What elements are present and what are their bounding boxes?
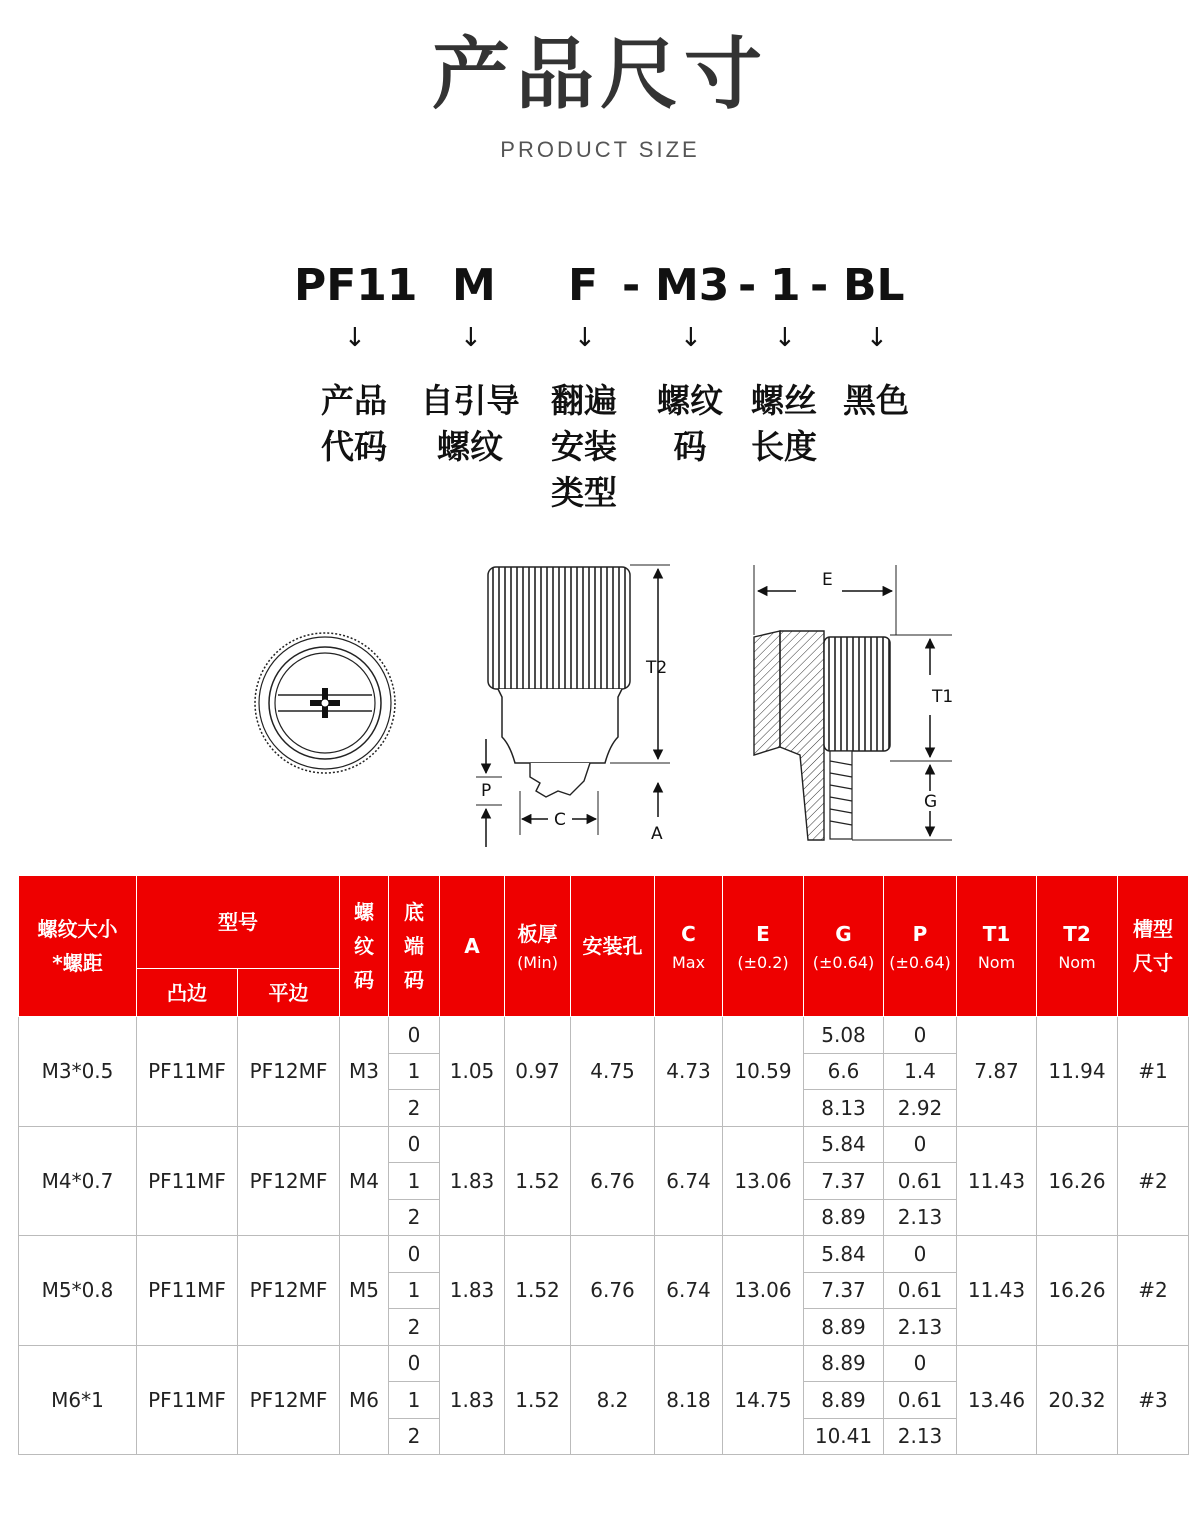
cell-p: 2.13 [884,1309,957,1346]
label-g: G [924,792,938,812]
cell-e: 13.06 [723,1236,804,1346]
cell-g: 8.89 [804,1382,884,1419]
cell-p: 0.61 [884,1163,957,1200]
header-model-raised: 凸边 [137,969,238,1017]
header-c: C Max [655,876,723,1017]
cell-bottom-code: 1 [389,1053,440,1090]
cell-g: 8.89 [804,1345,884,1382]
cell-g: 5.08 [804,1017,884,1054]
cell-a: 1.83 [440,1236,505,1346]
cell-thickness: 0.97 [505,1017,571,1127]
cell-t2: 16.26 [1037,1126,1118,1236]
cell-p: 0.61 [884,1272,957,1309]
cell-a: 1.83 [440,1345,505,1455]
header-thickness: 板厚 (Min) [505,876,571,1017]
top-view-drawing [255,633,395,773]
cell-model-raised: PF11MF [137,1236,238,1346]
cell-slot-size: #3 [1118,1345,1189,1455]
cell-thickness: 1.52 [505,1126,571,1236]
cell-g: 5.84 [804,1236,884,1273]
cell-g: 7.37 [804,1163,884,1200]
cell-g: 8.13 [804,1090,884,1127]
cell-t1: 11.43 [957,1126,1037,1236]
technical-drawings [240,555,970,855]
header-g: G (±0.64) [804,876,884,1017]
cell-thread-code: M6 [340,1345,389,1455]
code-separator: - [622,260,641,311]
code-segment-thread-code: M3 [655,260,730,311]
cell-thread-size: M4*0.7 [19,1126,137,1236]
cell-g: 6.6 [804,1053,884,1090]
cell-a: 1.05 [440,1017,505,1127]
cell-e: 10.59 [723,1017,804,1127]
cell-g: 8.89 [804,1199,884,1236]
arrow-down-icon: ↓ [460,323,482,353]
arrow-down-icon: ↓ [574,323,596,353]
spec-table-body [19,1017,1189,1455]
header-e: E (±0.2) [723,876,804,1017]
code-segment-color: BL [843,260,905,311]
header-a: A [440,876,505,1017]
label-p: P [481,781,492,801]
cell-p: 0 [884,1017,957,1054]
arrow-down-icon: ↓ [866,323,888,353]
cell-e: 14.75 [723,1345,804,1455]
cell-model-raised: PF11MF [137,1345,238,1455]
label-a: A [651,824,663,844]
cell-a: 1.83 [440,1126,505,1236]
cell-model-flat: PF12MF [238,1017,340,1127]
header-thread-code: 螺 纹 码 [340,876,389,1017]
page-subtitle: PRODUCT SIZE [500,137,700,162]
table-row [19,1345,1189,1382]
label-t1: T1 [932,687,954,707]
code-segment-length: 1 [770,260,801,311]
cell-c: 4.73 [655,1017,723,1127]
section-view-drawing [754,565,953,840]
cell-p: 1.4 [884,1053,957,1090]
header-p: P (±0.64) [884,876,957,1017]
cell-p: 0.61 [884,1382,957,1419]
header-model-flat: 平边 [238,969,340,1017]
cell-c: 6.74 [655,1126,723,1236]
arrow-down-icon: ↓ [774,323,796,353]
header-thread-size: 螺纹大小 *螺距 [19,876,137,1017]
cell-e: 13.06 [723,1126,804,1236]
code-segment-series: PF11 [294,260,418,311]
label-t2: T2 [646,658,668,678]
code-separator: - [738,260,757,311]
header-bottom-code: 底 端 码 [389,876,440,1017]
cell-bottom-code: 0 [389,1236,440,1273]
side-view-drawing [476,565,670,847]
cell-p: 2.92 [884,1090,957,1127]
cell-thread-code: M4 [340,1126,389,1236]
cell-t2: 20.32 [1037,1345,1118,1455]
cell-slot-size: #2 [1118,1126,1189,1236]
meaning-color: 黑色 [843,381,909,420]
meaning-length: 螺丝 长度 [751,381,817,466]
cell-bottom-code: 2 [389,1090,440,1127]
cell-bottom-code: 1 [389,1382,440,1419]
page-title: 产品尺寸 [431,30,768,120]
header-hole: 安装孔 [571,876,655,1017]
table-row [19,1126,1189,1163]
cell-t1: 7.87 [957,1017,1037,1127]
header-model: 型号 [137,876,340,969]
code-segment-thread-type: M [452,260,496,311]
code-segment-install-type: F [568,260,599,311]
cell-model-flat: PF12MF [238,1126,340,1236]
cell-p: 2.13 [884,1199,957,1236]
cell-bottom-code: 0 [389,1126,440,1163]
header-slot-size: 槽型 尺寸 [1118,876,1189,1017]
cell-c: 8.18 [655,1345,723,1455]
cell-slot-size: #1 [1118,1017,1189,1127]
cell-thread-size: M5*0.8 [19,1236,137,1346]
cell-thread-size: M6*1 [19,1345,137,1455]
cell-thread-code: M5 [340,1236,389,1346]
cell-thickness: 1.52 [505,1236,571,1346]
cell-g: 5.84 [804,1126,884,1163]
meaning-install-type: 翻遍 安装 类型 [551,381,617,512]
cell-t2: 16.26 [1037,1236,1118,1346]
table-row [19,1236,1189,1273]
cell-model-raised: PF11MF [137,1017,238,1127]
label-e: E [822,570,833,590]
cell-c: 6.74 [655,1236,723,1346]
cell-bottom-code: 2 [389,1199,440,1236]
cell-bottom-code: 2 [389,1309,440,1346]
cell-bottom-code: 0 [389,1017,440,1054]
cell-p: 2.13 [884,1418,957,1455]
label-c: C [554,810,566,830]
cell-t2: 11.94 [1037,1017,1118,1127]
cell-bottom-code: 0 [389,1345,440,1382]
table-row [19,1017,1189,1054]
dimension-drawing-svg [240,555,970,855]
cell-thickness: 1.52 [505,1345,571,1455]
cell-g: 8.89 [804,1309,884,1346]
cell-p: 0 [884,1345,957,1382]
cell-model-raised: PF11MF [137,1126,238,1236]
cell-slot-size: #2 [1118,1236,1189,1346]
cell-model-flat: PF12MF [238,1236,340,1346]
cell-bottom-code: 2 [389,1418,440,1455]
cell-bottom-code: 1 [389,1272,440,1309]
spec-table [18,875,1189,1455]
cell-t1: 11.43 [957,1236,1037,1346]
cell-p: 0 [884,1236,957,1273]
meaning-thread-code: 螺纹 码 [657,381,723,466]
cell-model-flat: PF12MF [238,1345,340,1455]
cell-hole: 4.75 [571,1017,655,1127]
meaning-series: 产品 代码 [321,381,387,466]
cell-p: 0 [884,1126,957,1163]
cell-t1: 13.46 [957,1345,1037,1455]
cell-g: 7.37 [804,1272,884,1309]
meaning-thread-type: 自引导 螺纹 [420,381,520,466]
header-t2: T2 Nom [1037,876,1118,1017]
cell-bottom-code: 1 [389,1163,440,1200]
cell-g: 10.41 [804,1418,884,1455]
cell-thread-code: M3 [340,1017,389,1127]
cell-hole: 6.76 [571,1236,655,1346]
cell-hole: 6.76 [571,1126,655,1236]
arrow-down-icon: ↓ [680,323,702,353]
arrow-down-icon: ↓ [344,323,366,353]
code-separator: - [810,260,829,311]
cell-thread-size: M3*0.5 [19,1017,137,1127]
cell-hole: 8.2 [571,1345,655,1455]
header-t1: T1 Nom [957,876,1037,1017]
